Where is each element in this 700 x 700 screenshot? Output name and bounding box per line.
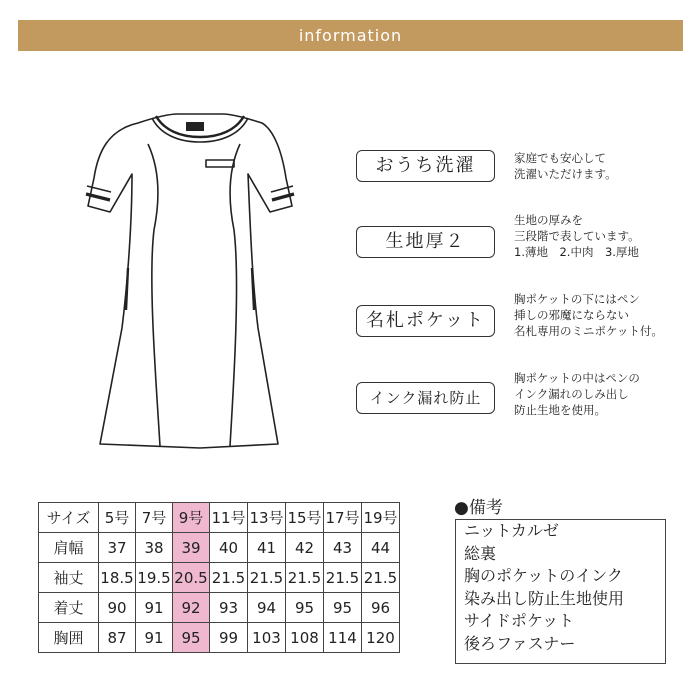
table-cell: 96 xyxy=(362,593,400,623)
header-cell: サイズ xyxy=(39,503,99,533)
feature-ink-leak xyxy=(356,371,696,422)
desc-line: 胸ポケットの中はペンの xyxy=(514,371,640,385)
desc-line: 挿しの邪魔にならない xyxy=(514,308,629,322)
desc-line: 胸ポケットの下にはペン xyxy=(514,292,640,306)
table-cell: 93 xyxy=(210,593,248,623)
header-cell: 13号 xyxy=(248,503,286,533)
table-cell: 41 xyxy=(248,533,286,563)
notes-box xyxy=(455,519,666,664)
table-cell: 21.5 xyxy=(324,563,362,593)
header-cell-highlight: 9号 xyxy=(173,503,210,533)
table-cell: 95 xyxy=(286,593,324,623)
desc-line: 防止生地を使用。 xyxy=(514,403,606,417)
table-cell-highlight: 95 xyxy=(173,623,210,653)
row-label: 着丈 xyxy=(39,593,99,623)
table-cell: 37 xyxy=(99,533,136,563)
table-cell: 87 xyxy=(99,623,136,653)
table-cell: 21.5 xyxy=(286,563,324,593)
table-cell: 91 xyxy=(136,593,173,623)
feature-desc-name-pocket xyxy=(514,291,663,339)
note-line: サイドポケット xyxy=(464,611,575,630)
table-row xyxy=(39,563,400,593)
row-label: 胸囲 xyxy=(39,623,99,653)
table-cell: 40 xyxy=(210,533,248,563)
feature-desc-ink-leak xyxy=(514,370,640,418)
table-cell: 18.5 xyxy=(99,563,136,593)
feature-label-name-pocket: 名札ポケット xyxy=(356,305,495,337)
table-cell: 42 xyxy=(286,533,324,563)
table-cell: 99 xyxy=(210,623,248,653)
note-line: ニットカルゼ xyxy=(464,521,559,540)
desc-line: 生地の厚みを xyxy=(514,213,583,227)
table-cell: 103 xyxy=(248,623,286,653)
table-header-row xyxy=(39,503,400,533)
desc-line: 三段階で表しています。 xyxy=(514,229,640,243)
table-cell: 38 xyxy=(136,533,173,563)
feature-fabric-thickness xyxy=(356,213,696,264)
table-cell: 21.5 xyxy=(210,563,248,593)
table-cell: 43 xyxy=(324,533,362,563)
desc-line: 名札専用のミニポケット付。 xyxy=(514,324,663,338)
table-cell-highlight: 20.5 xyxy=(173,563,210,593)
note-line: 後ろファスナー xyxy=(464,633,576,653)
row-label: 袖丈 xyxy=(39,563,99,593)
table-cell-highlight: 92 xyxy=(173,593,210,623)
table-cell: 108 xyxy=(286,623,324,653)
table-cell: 94 xyxy=(248,593,286,623)
header-cell: 7号 xyxy=(136,503,173,533)
table-cell-highlight: 39 xyxy=(173,533,210,563)
table-row xyxy=(39,533,400,563)
table-cell: 44 xyxy=(362,533,400,563)
desc-line: インク漏れのしみ出し xyxy=(514,387,629,401)
feature-label-ink-leak: インク漏れ防止 xyxy=(356,382,495,414)
header-cell: 11号 xyxy=(210,503,248,533)
size-table xyxy=(38,502,400,653)
feature-label-home-wash: おうち洗濯 xyxy=(356,150,495,182)
banner-title: information xyxy=(298,26,403,45)
feature-desc-fabric-thickness xyxy=(514,212,640,260)
table-cell: 19.5 xyxy=(136,563,173,593)
desc-line: 家庭でも安心して xyxy=(514,151,606,165)
table-row xyxy=(39,593,400,623)
feature-home-wash xyxy=(356,150,696,190)
note-line: 総裏 xyxy=(464,543,497,563)
header-cell: 15号 xyxy=(286,503,324,533)
information-banner xyxy=(18,20,683,51)
table-cell: 114 xyxy=(324,623,362,653)
table-row xyxy=(39,623,400,653)
table-cell: 90 xyxy=(99,593,136,623)
table-cell: 21.5 xyxy=(248,563,286,593)
feature-name-pocket xyxy=(356,292,696,345)
header-cell: 17号 xyxy=(324,503,362,533)
table-cell: 91 xyxy=(136,623,173,653)
table-cell: 120 xyxy=(362,623,400,653)
table-cell: 21.5 xyxy=(362,563,400,593)
desc-line: 1.薄地 2.中肉 3.厚地 xyxy=(514,245,639,259)
table-cell: 95 xyxy=(324,593,362,623)
dress-illustration xyxy=(60,100,340,460)
header-cell: 19号 xyxy=(362,503,400,533)
header-cell: 5号 xyxy=(99,503,136,533)
row-label: 肩幅 xyxy=(39,533,99,563)
feature-label-fabric-thickness: 生地厚２ xyxy=(356,226,495,258)
note-line: 胸のポケットのインク xyxy=(464,566,623,585)
note-line: 染み出し防止生地使用 xyxy=(464,588,625,608)
notes-title: ●備考 xyxy=(454,498,503,518)
feature-desc-home-wash xyxy=(514,150,617,182)
desc-line: 洗濯いただけます。 xyxy=(514,167,617,181)
